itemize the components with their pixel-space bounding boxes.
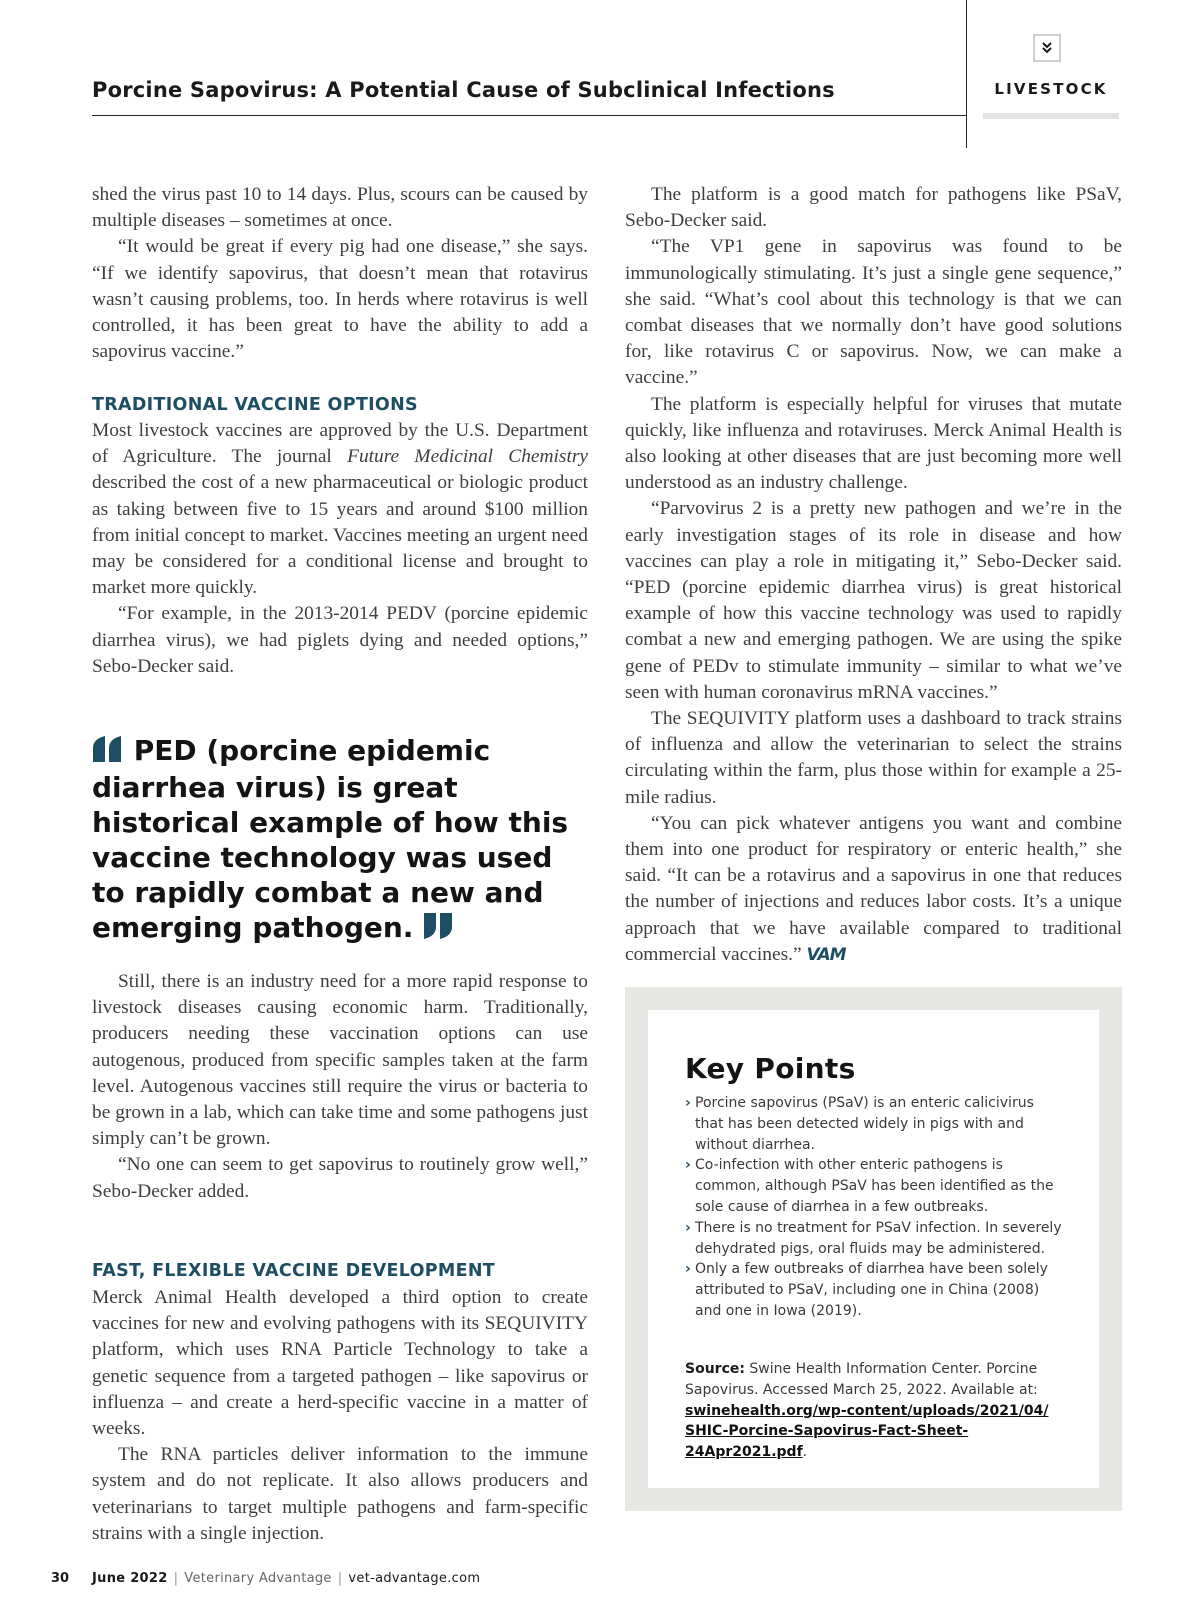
section-underline-bar: [983, 113, 1119, 119]
header-vertical-rule: [966, 0, 967, 148]
chevron-right-icon: ›: [685, 1095, 691, 1111]
footer-separator: |: [337, 1571, 343, 1586]
body-paragraph: The platform is a good match for pathogens like PSaV, Sebo-Decker said.: [625, 184, 1122, 232]
text-run: described the cost of a new pharmaceutical or biologic product as taking between five to 15 years and around $100 million from initial concept to market. Vaccines meeting an urgent need may be considered for a conditional license and brought to market more quickly.: [92, 472, 588, 599]
body-paragraph: “The VP1 gene in sapovirus was found to be immunologically stimulating. It’s just a single gene sequence,” she said. “What’s cool about this technology is that we can combat diseases that we normally don’t have good solutions for, like rotavirus C or sapovirus. Now, we can make a vaccine.”: [625, 236, 1122, 389]
body-paragraph: Merck Animal Health developed a third option to create vaccines for new and evolving pathogens with its SEQUIVITY platform, which uses RNA Particle Technology to take a genetic sequence from a targeted pathogen – like sapovirus or influenza – and create a herd-specific vaccine in a matter of weeks.: [92, 1287, 588, 1440]
body-paragraph: [92, 418, 588, 601]
list-item: [685, 1155, 1065, 1217]
body-paragraph: The platform is especially helpful for viruses that mutate quickly, like influenza and rotaviruses. Merck Animal Health is also looking at other diseases that are just becoming more well understood as an industry challenge.: [625, 393, 1122, 494]
body-paragraph: “It would be great if every pig had one disease,” she says. “If we identify sapovirus, that doesn’t mean that rotavirus wasn’t causing problems, too. In herds where rotavirus is well controlled, it has been great to have the ability to add a sapovirus vaccine.”: [92, 236, 588, 363]
footer-website-link[interactable]: vet-advantage.com: [348, 1571, 481, 1586]
left-column-intro: [92, 182, 588, 365]
source-label: Source:: [685, 1361, 745, 1377]
source-end: .: [802, 1444, 808, 1461]
pull-quote-text: PED (porcine epidemic diarrhea virus) is great historical example of how this vaccine technology was used to rapidly combat a new and emerging pathogen.: [92, 734, 569, 944]
footer-magazine: Veterinary Advantage: [184, 1571, 332, 1586]
chevron-right-icon: ›: [685, 1261, 691, 1278]
chevron-right-icon: ›: [685, 1219, 691, 1236]
text-run: “You can pick whatever antigens you want and combine them into one product for respiratory or enteric health,” she said. “It can be a rotavirus and a sapovirus in one that reduces the number of injections and reduces labor costs. It’s a unique approach that we have available compared to traditional commercial vaccines.”: [625, 812, 1122, 965]
left-column-still: [92, 969, 588, 1205]
footer-separator: |: [173, 1571, 179, 1586]
section-label: LIVESTOCK: [994, 80, 1108, 98]
header-rule: [92, 115, 966, 116]
body-paragraph: shed the virus past 10 to 14 days. Plus, scours can be caused by multiple diseases – sometimes at once.: [92, 184, 588, 232]
body-paragraph: Still, there is an industry need for a more rapid response to livestock diseases causing economic harm. Traditionally, producers needing these vaccination options can use autogenous, produced from specific samples taken at the farm level. Autogenous vaccines still require the virus or bacteria to be grown in a lab, which can take time and some pathogens just simply can’t be grown.: [92, 971, 588, 1150]
article-title: Porcine Sapovirus: A Potential Cause of Subclinical Infections: [92, 78, 835, 102]
body-paragraph: The RNA particles deliver information to the immune system and do not replicate. It also allows producers and veterinarians to target multiple pathogens and farm-specific strains with a single injection.: [92, 1444, 588, 1544]
body-paragraph: “No one can seem to get sapovirus to routinely grow well,” Sebo-Decker added.: [92, 1154, 588, 1202]
footer-date: June 2022: [92, 1571, 168, 1586]
footer: [92, 1571, 480, 1586]
body-paragraph: [625, 811, 1122, 968]
list-item: [685, 1259, 1065, 1321]
vam-logo: VAM: [806, 944, 846, 965]
left-column-traditional: [92, 418, 588, 680]
subheading-traditional-vaccine-options: TRADITIONAL VACCINE OPTIONS: [92, 395, 418, 415]
left-column-fast: [92, 1285, 588, 1547]
key-points-title: Key Points: [685, 1052, 856, 1085]
source-text: Swine Health Information Center. Porcine Sapovirus. Accessed March 25, 2022. Available at:: [685, 1361, 1038, 1398]
source-link[interactable]: [685, 1403, 1048, 1461]
list-item-text: There is no treatment for PSaV infection. In severely dehydrated pigs, oral fluids may be administered.: [695, 1219, 1062, 1257]
double-chevron-down-icon[interactable]: [1033, 34, 1061, 62]
journal-title: Future Medicinal Chemistry: [347, 446, 589, 468]
source-link-part[interactable]: SHIC-Porcine-Sapovirus-Fact-Sheet-24Apr2021.pdf: [685, 1423, 969, 1461]
subheading-fast-flexible-vaccine-development: FAST, FLEXIBLE VACCINE DEVELOPMENT: [92, 1261, 496, 1281]
chevron-right-icon: ›: [685, 1157, 691, 1174]
key-points-source: [685, 1359, 1065, 1463]
open-quote-icon: [92, 735, 124, 770]
list-item: [685, 1218, 1065, 1260]
close-quote-icon: [423, 912, 455, 947]
pull-quote: [92, 733, 592, 947]
list-item-text: Only a few outbreaks of diarrhea have been solely attributed to PSaV, including one in China (2008) and one in Iowa (2019).: [695, 1261, 1048, 1319]
list-item: [685, 1093, 1065, 1155]
page-number: 30: [51, 1571, 70, 1586]
right-column: [625, 182, 1122, 968]
text-run: Most livestock vaccines are approved by the U.S. Department of Agriculture. The journal: [92, 420, 588, 468]
key-points-list: [685, 1093, 1065, 1322]
body-paragraph: The SEQUIVITY platform uses a dashboard to track strains of influenza and allow the veterinarian to select the strains circulating within the farm, plus those within for example a 25-mile radius.: [625, 708, 1122, 808]
source-link-part[interactable]: swinehealth.org/wp-content/uploads/2021/04/: [685, 1402, 1049, 1419]
list-item-text: Porcine sapovirus (PSaV) is an enteric calicivirus that has been detected widely in pigs with and without diarrhea.: [695, 1095, 1034, 1153]
list-item-text: Co-infection with other enteric pathogens is common, although PSaV has been identified as the sole cause of diarrhea in a few outbreaks.: [695, 1157, 1054, 1215]
body-paragraph: “Parvovirus 2 is a pretty new pathogen and we’re in the early investigation stages of its role in disease and how vaccines can play a role in mitigating it,” Sebo-Decker said. “PED (porcine epidemic diarrhea virus) is great historical example of how this vaccine technology was used to rapidly combat a new and emerging pathogen. We are using the spike gene of PEDv to stimulate immunity – similar to what we’ve seen with human coronavirus mRNA vaccines.”: [625, 498, 1122, 703]
body-paragraph: “For example, in the 2013-2014 PEDV (porcine epidemic diarrhea virus), we had piglets dying and needed options,” Sebo-Decker said.: [92, 603, 588, 677]
